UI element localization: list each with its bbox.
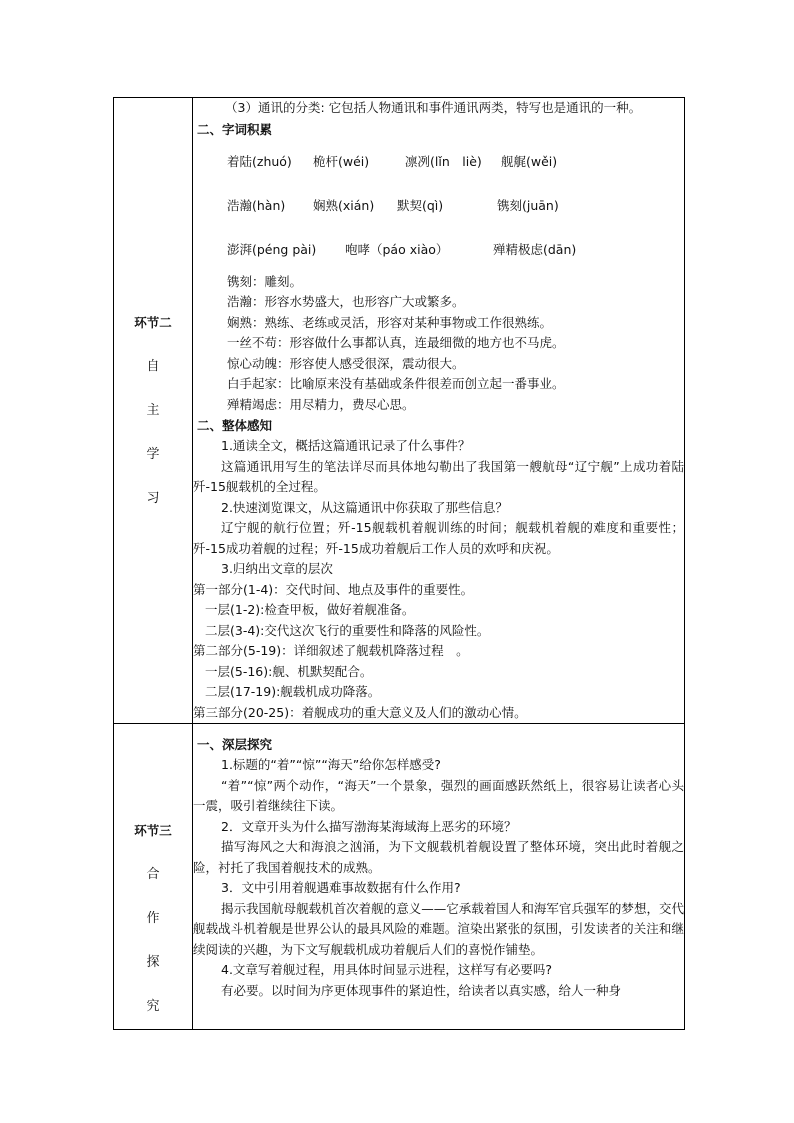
- structure-layer: 一层(5-16):舰、机默契配合。: [205, 663, 373, 679]
- definition: 浩瀚：形容水势盛大，也形容广大或繁多。: [227, 294, 465, 309]
- vocab-item: 默契(qì): [397, 198, 444, 213]
- structure-layer: 一层(1-2):检查甲板，做好着舰准备。: [205, 602, 415, 617]
- vocab-row: [227, 228, 684, 272]
- answer-text: 有必要。以时间为序更体现事件的紧迫性，给读者以真实感，给人一种身: [221, 982, 622, 998]
- section2-label-cell: [114, 98, 193, 724]
- vocab-item: 咆哮（páo xiào）: [345, 242, 449, 257]
- vocab-item: 凛冽(lǐn liè): [405, 154, 482, 169]
- intro-text: （3）通讯的分类: 它包括人物通讯和事件通讯两类，特写也是通讯的一种。: [225, 100, 642, 115]
- question-text: 3．文中引用着舰遇难事故数据有什么作用?: [221, 880, 461, 895]
- structure-part: 第二部分(5-19)：详细叙述了舰载机降落过程 。: [193, 643, 469, 658]
- section2-content: [193, 98, 685, 724]
- answer-text: 这篇通讯用写生的笔法详尽而具体地勾勒出了我国第一艘航母“辽宁舰”上成功着陆歼-15舰载机的全过程。: [193, 458, 684, 494]
- definition: 一丝不苟：形容做什么事都认真，连最细微的地方也不马虎。: [227, 335, 565, 350]
- section3-char: 究: [146, 999, 160, 1014]
- section3-label-cell: [114, 724, 193, 1030]
- question-text: 2．文章开头为什么描写渤海某海域海上恶劣的环境？: [221, 818, 517, 834]
- overall-heading: 二、整体感知: [197, 418, 273, 433]
- answer-text: 揭示我国航母舰载机首次着舰的意义——它承载着国人和海军官兵强军的梦想，交代舰载战斗机着舰是世界公认的最具风险的难题。渲染出紧张的氛围，引发读者的关注和继续阅读的兴趣，为下文写舰载机成功着舰后人们的喜悦作铺垫。: [193, 900, 684, 957]
- vocab-item: 桅杆(wéi): [313, 154, 370, 169]
- vocab-item: 殚精极虑(dān): [493, 242, 577, 257]
- vocab-item: 浩瀚(hàn): [227, 198, 286, 213]
- structure-part: 第三部分(20-25)：着舰成功的重大意义及人们的激动心情。: [193, 704, 527, 720]
- document-page: [113, 97, 685, 1030]
- vocab-item: 舰艉(wěi): [501, 154, 558, 169]
- vocab-row: [227, 184, 684, 228]
- vocab-item: 着陆(zhuó): [227, 154, 292, 169]
- answer-text: “着”“惊”两个动作，“海天”一个景象，强烈的画面感跃然纸上，很容易让读者心头一震，吸引着继续往下读。: [193, 777, 684, 813]
- question-text: 1.通读全文，概括这篇通讯记录了什么事件？: [221, 438, 471, 453]
- answer-text: 辽宁舰的航行位置；歼-15舰载机着舰训练的时间；舰载机着舰的难度和重要性；歼-15成功着舰的过程；歼-15成功着舰后工作人员的欢呼和庆祝。: [193, 520, 684, 556]
- question-text: 2.快速浏览课文，从这篇通讯中你获取了那些信息？: [221, 499, 508, 515]
- section3-label: 环节三: [134, 823, 172, 838]
- section3-char: 合: [146, 867, 160, 882]
- section3-char: 探: [146, 955, 160, 970]
- vocab-row: [227, 140, 684, 184]
- question-text: 3.归纳出文章的层次: [221, 561, 333, 576]
- structure-layer: 二层(3-4):交代这次飞行的重要性和降落的风险性。: [205, 622, 490, 638]
- question-text: 1.标题的“着”“惊”“海天”给你怎样感受?: [221, 757, 441, 772]
- vocab-heading: 二、字词积累: [197, 121, 273, 137]
- definition: 娴熟：熟练、老练或灵活，形容对某种事物或工作很熟练。: [227, 314, 553, 330]
- vocab-item: 娴熟(xián): [313, 198, 375, 213]
- vocab-block: [193, 140, 684, 272]
- section2-char: 学: [146, 446, 160, 462]
- vocab-item: 澎湃(péng pài): [227, 242, 317, 257]
- section3-content: [193, 724, 685, 1030]
- definition: 殚精竭虑：用尽精力，费尽心思。: [227, 396, 415, 412]
- structure-part: 第一部分(1-4)：交代时间、地点及事件的重要性。: [193, 581, 474, 597]
- section2-char: 主: [146, 402, 160, 418]
- definition: 惊心动魄：形容使人感受很深，震动很大。: [227, 355, 465, 371]
- section3-row: [114, 724, 685, 1030]
- question-text: 4.文章写着舰过程，用具体时间显示进程，这样写有必要吗?: [221, 962, 553, 977]
- definition: 镌刻：雕刻。: [227, 273, 303, 289]
- section2-char: 习: [146, 490, 160, 506]
- section3-char: 作: [146, 911, 160, 926]
- vocab-item: 镌刻(juān): [497, 198, 559, 213]
- section2-char: 自: [146, 358, 160, 374]
- definition: 白手起家：比喻原来没有基础或条件很差而创立起一番事业。: [227, 376, 565, 391]
- structure-layer: 二层(17-19):舰载机成功降落。: [205, 684, 381, 699]
- section2-row: [114, 98, 685, 724]
- inquiry-heading: 一、深层探究: [197, 737, 273, 752]
- lesson-table: [113, 97, 685, 1030]
- section2-label: 环节二: [134, 314, 172, 330]
- answer-text: 描写海风之大和海浪之汹涌，为下文舰载机着舰设置了整体环境，突出此时着舰之险，衬托了我国着舰技术的成熟。: [193, 839, 684, 875]
